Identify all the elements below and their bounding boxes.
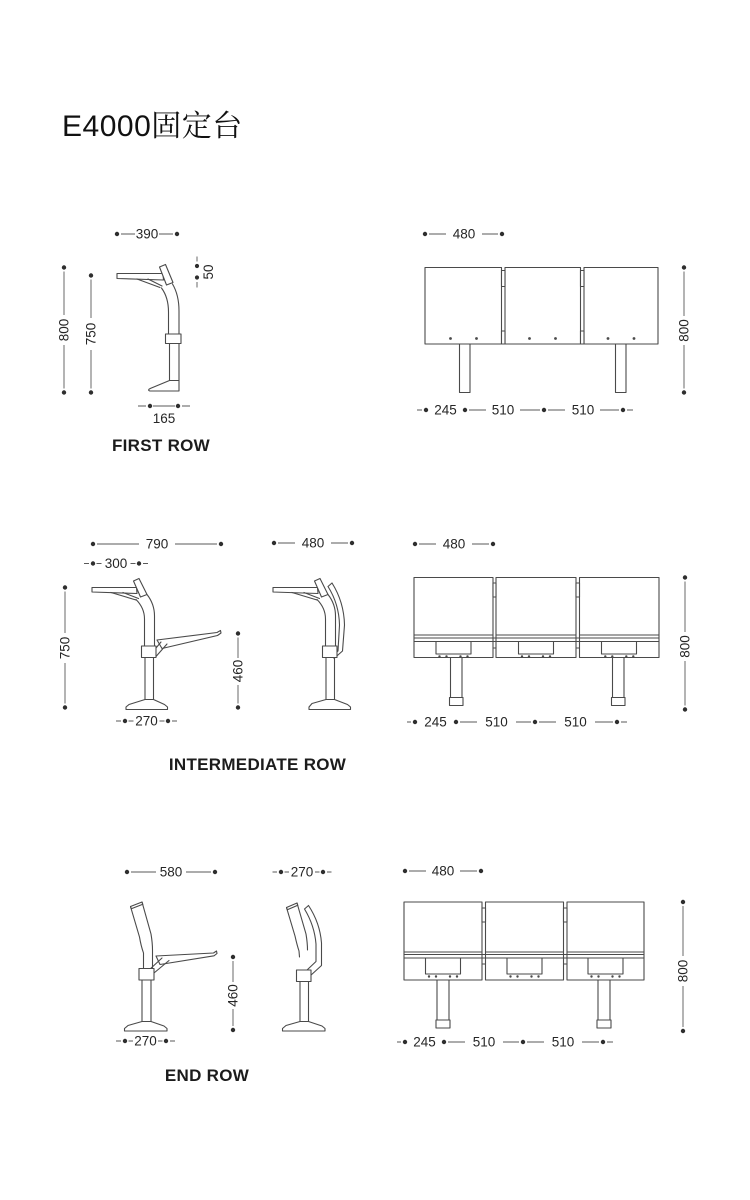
intermediate-row-folded-drawing bbox=[273, 579, 351, 710]
end-row-folded-drawing bbox=[283, 903, 326, 1031]
first-row-front-drawing bbox=[425, 268, 658, 393]
dim-mid-front-pitch-b: 510 bbox=[564, 714, 587, 730]
dim-first-front-height: 800 bbox=[676, 319, 692, 342]
first-row-front-view bbox=[417, 227, 692, 418]
dim-first-side-width: 390 bbox=[135, 226, 159, 242]
end-row-label: END ROW bbox=[164, 1066, 250, 1085]
dim-mid-front-width: 480 bbox=[442, 536, 466, 552]
dim-mid-front-pitch-a: 510 bbox=[485, 714, 508, 730]
dim-mid-side-base: 270 bbox=[135, 713, 158, 729]
dim-first-front-width: 480 bbox=[452, 226, 476, 242]
dim-mid-front-height: 800 bbox=[677, 635, 693, 658]
page-title: E4000固定台 bbox=[62, 110, 243, 143]
intermediate-row-side-drawing bbox=[92, 579, 221, 710]
dim-first-front-pitch-a: 510 bbox=[491, 402, 515, 418]
dim-end-side-seat-height: 460 bbox=[225, 984, 241, 1007]
dim-end-front-width: 480 bbox=[431, 863, 455, 879]
end-row-side-drawing bbox=[125, 902, 218, 1031]
dim-mid-side-desk-depth: 300 bbox=[104, 556, 128, 571]
end-row-side-view bbox=[116, 865, 241, 1049]
dim-first-side-height: 800 bbox=[56, 318, 72, 342]
dim-mid-side-desk-height: 750 bbox=[57, 636, 73, 660]
dim-first-front-pitch-b: 510 bbox=[571, 402, 595, 418]
dim-mid-front-offset: 245 bbox=[424, 714, 447, 730]
first-row-label: FIRST ROW bbox=[111, 436, 211, 455]
end-row-front-drawing bbox=[404, 902, 644, 1028]
end-row-folded-view bbox=[273, 865, 332, 1032]
intermediate-row-front-drawing bbox=[414, 578, 659, 706]
end-row-front-view bbox=[397, 864, 691, 1050]
dim-end-front-pitch-a: 510 bbox=[472, 1034, 496, 1050]
intermediate-row-front-view bbox=[407, 537, 693, 730]
dim-first-side-top: 50 bbox=[201, 264, 216, 280]
dim-end-side-depth: 580 bbox=[159, 864, 183, 880]
dim-first-side-desk-height: 750 bbox=[83, 322, 99, 346]
dim-end-front-offset: 245 bbox=[413, 1034, 436, 1050]
dim-end-folded-depth: 270 bbox=[290, 864, 314, 880]
dim-end-side-base: 270 bbox=[134, 1033, 157, 1049]
intermediate-row-folded-view bbox=[272, 536, 354, 710]
dim-mid-side-depth: 790 bbox=[145, 536, 169, 552]
first-row-side-view bbox=[57, 227, 217, 427]
dim-end-front-pitch-b: 510 bbox=[551, 1034, 575, 1050]
intermediate-row-side-view bbox=[58, 537, 246, 729]
dim-end-front-height: 800 bbox=[675, 959, 691, 983]
dim-first-front-offset: 245 bbox=[434, 402, 457, 418]
dim-mid-side-seat-height: 460 bbox=[230, 659, 246, 683]
first-row-side-drawing bbox=[117, 265, 181, 392]
intermediate-row-label: INTERMEDIATE ROW bbox=[168, 755, 347, 774]
dim-first-side-base: 165 bbox=[152, 411, 176, 426]
dim-mid-folded-depth: 480 bbox=[301, 535, 325, 551]
